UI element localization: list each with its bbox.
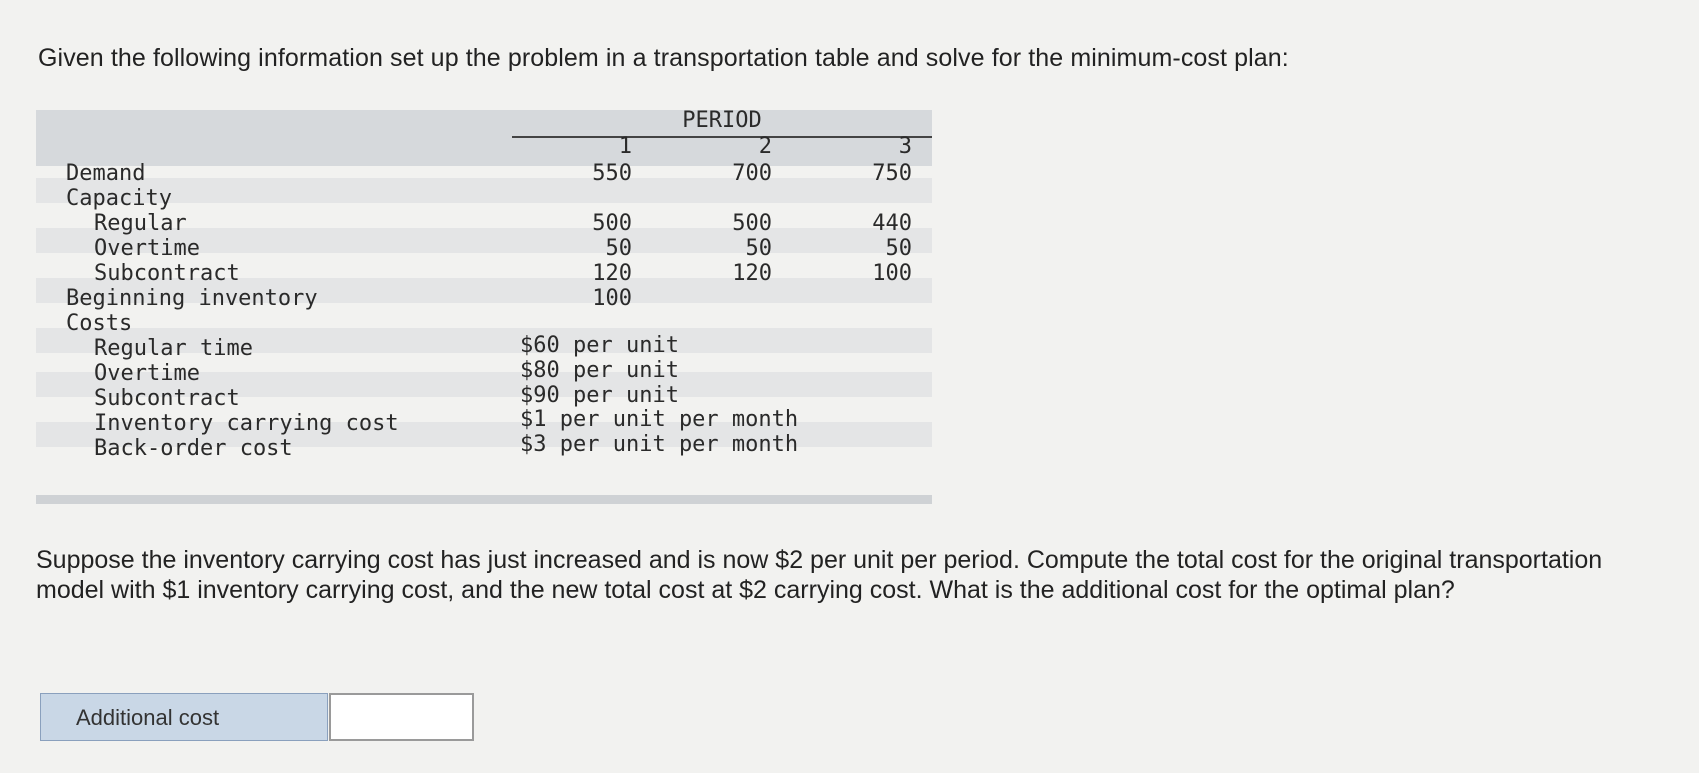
subcontract-label: Subcontract (94, 261, 240, 286)
table-bottom-rule (36, 495, 932, 504)
regular-label: Regular (94, 211, 187, 236)
additional-cost-input[interactable] (329, 693, 474, 741)
period-2-header: 2 (758, 134, 772, 159)
cost-label-back-order: Back-order cost (94, 436, 293, 461)
overtime-label: Overtime (94, 236, 200, 261)
cost-value-back-order: $3 per unit per month (520, 432, 799, 457)
overtime-period-2: 50 (745, 236, 772, 261)
regular-period-1: 500 (592, 211, 632, 236)
subcontract-period-3: 100 (872, 261, 912, 286)
beginning-inventory-value: 100 (592, 286, 632, 311)
subcontract-period-2: 120 (732, 261, 772, 286)
question-intro: Given the following information set up the problem in a transportation table and solve for the minimum-cost plan: (38, 44, 1289, 72)
cost-value-inventory-carrying: $1 per unit per month (520, 407, 799, 432)
regular-period-3: 440 (872, 211, 912, 236)
cost-label-regular-time: Regular time (94, 336, 253, 361)
question-followup: Suppose the inventory carrying cost has just increased and is now $2 per unit per period. Compute the total cost for the original transportation model with $1 inventory carrying cost, and the new total cost at $2 carrying cost. What is the additional cost for the optimal plan? (36, 546, 1603, 604)
demand-period-3: 750 (872, 161, 912, 186)
subcontract-period-1: 120 (592, 261, 632, 286)
cost-label-inventory-carrying: Inventory carrying cost (94, 411, 399, 436)
demand-label: Demand (66, 161, 146, 186)
data-table (36, 110, 932, 507)
demand-period-2: 700 (732, 161, 772, 186)
regular-period-2: 500 (732, 211, 772, 236)
overtime-period-3: 50 (885, 236, 912, 261)
overtime-period-1: 50 (605, 236, 632, 261)
period-header: PERIOD (682, 108, 762, 133)
period-3-header: 3 (898, 134, 912, 159)
capacity-label: Capacity (66, 186, 172, 211)
beginning-inventory-label: Beginning inventory (66, 286, 318, 311)
cost-value-subcontract: $90 per unit (520, 383, 679, 408)
cost-value-regular-time: $60 per unit (520, 333, 679, 358)
additional-cost-label: Additional cost (40, 693, 328, 741)
cost-label-overtime: Overtime (94, 361, 200, 386)
cost-label-subcontract: Subcontract (94, 386, 240, 411)
cost-value-overtime: $80 per unit (520, 358, 679, 383)
costs-label: Costs (66, 311, 133, 336)
demand-period-1: 550 (592, 161, 632, 186)
period-1-header: 1 (618, 134, 632, 159)
